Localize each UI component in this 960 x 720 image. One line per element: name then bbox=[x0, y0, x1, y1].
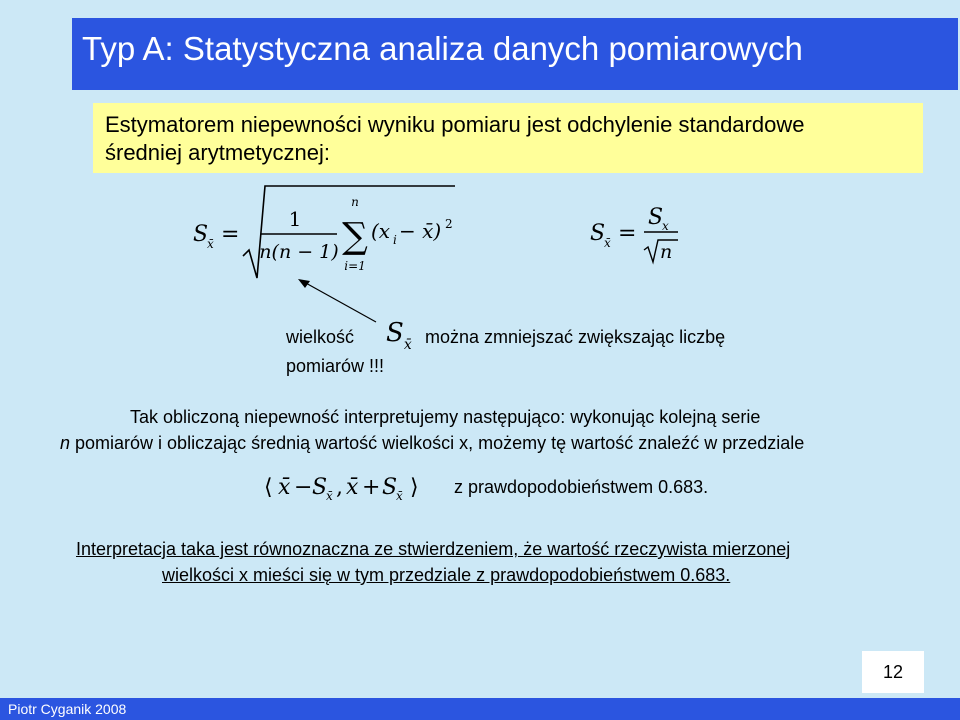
interval-probability: z prawdopodobieństwem 0.683. bbox=[454, 477, 709, 497]
interval-open-bracket: ⟨ bbox=[264, 475, 273, 500]
interpretation-n: n bbox=[60, 433, 71, 453]
sum-lower-limit: i=1 bbox=[344, 259, 366, 273]
interval-comma: , bbox=[336, 475, 343, 500]
interval-plus: + bbox=[362, 475, 381, 500]
interval-xbar-2: x̄ bbox=[346, 475, 359, 500]
definition-line-1: Estymatorem niepewności wyniku pomiaru jest odchylenie standardowe bbox=[105, 112, 805, 137]
formula-right-num-sub: x bbox=[662, 219, 669, 233]
footer-author: Piotr Cyganik 2008 bbox=[8, 701, 127, 717]
note-symbol-letter: S bbox=[386, 318, 404, 348]
sum-term-close: − x̄) bbox=[399, 219, 442, 243]
note-symbol-subscript: x̄ bbox=[403, 337, 412, 353]
formula-lhs-symbol: S bbox=[193, 222, 209, 247]
sum-term-subscript: i bbox=[393, 233, 397, 247]
interval-s-2-sub: x̄ bbox=[396, 489, 403, 503]
fraction-denominator: n(n − 1) bbox=[259, 241, 339, 263]
formula-right-den: n bbox=[660, 241, 673, 263]
interval-s-1: S bbox=[312, 475, 328, 500]
sum-sign: ∑ bbox=[342, 216, 368, 257]
page-number: 12 bbox=[862, 651, 924, 693]
formula-equals: = bbox=[221, 222, 240, 247]
formula-std-error-short bbox=[588, 200, 688, 268]
interval-s-2: S bbox=[382, 475, 398, 500]
interpretation-line-2 bbox=[60, 433, 804, 454]
slide-title: Typ A: Statystyczna analiza danych pomiarowych bbox=[82, 30, 803, 67]
interval-xbar-1: x̄ bbox=[278, 475, 291, 500]
definition-line-2: średniej arytmetycznej: bbox=[105, 140, 330, 165]
interpretation-line-2-text: pomiarów i obliczając średnią wartość wielkości x, możemy tę wartość znaleźć w przedziale bbox=[70, 433, 805, 453]
formula-right-lhs: S bbox=[590, 221, 606, 246]
interval-s-1-sub: x̄ bbox=[326, 489, 333, 503]
sum-term-open: (x bbox=[371, 219, 391, 243]
formula-right-lhs-sub: x̄ bbox=[604, 236, 611, 250]
conclusion-line-2: wielkości x mieści się w tym przedziale z prawdopodobieństwem 0.683. bbox=[162, 565, 731, 585]
formula-right-equals: = bbox=[618, 221, 637, 246]
note-line-2: pomiarów !!! bbox=[286, 356, 385, 376]
formula-std-error-full bbox=[185, 178, 465, 288]
interpretation-line-1: Tak obliczoną niepewność interpretujemy następująco: wykonując kolejną serie bbox=[130, 407, 761, 427]
interval-close-bracket: ⟩ bbox=[410, 475, 419, 500]
interval-formula bbox=[262, 466, 442, 506]
conclusion-line-1: Interpretacja taka jest równoznaczna ze stwierdzeniem, że wartość rzeczywista mierzonej bbox=[76, 539, 791, 559]
note-rest: można zmniejszać zwiększając liczbę bbox=[425, 327, 726, 347]
sum-term-power: 2 bbox=[445, 217, 453, 231]
interval-minus: − bbox=[294, 475, 313, 500]
formula-right-num: S bbox=[648, 205, 664, 230]
fraction-numerator: 1 bbox=[288, 207, 302, 231]
footer-bar bbox=[0, 698, 960, 720]
formula-lhs-subscript: x̄ bbox=[207, 237, 214, 251]
sum-upper-limit: n bbox=[351, 195, 359, 209]
definition-box bbox=[93, 103, 923, 173]
note-symbol bbox=[386, 318, 412, 353]
note-word: wielkość bbox=[286, 327, 355, 347]
